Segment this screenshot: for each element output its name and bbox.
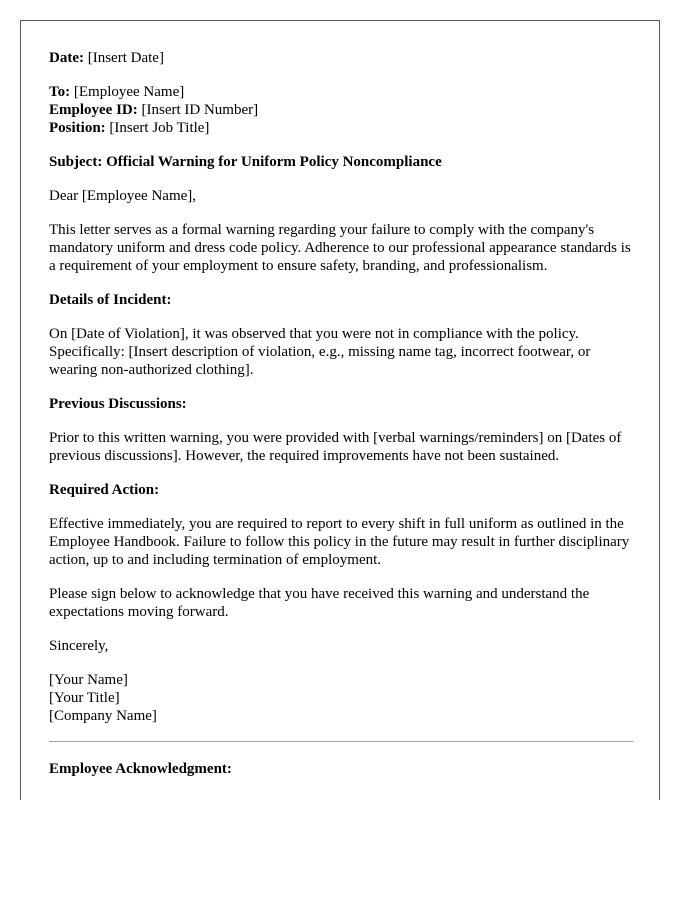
incident-heading: Details of Incident: <box>49 292 172 308</box>
letter-page <box>20 20 660 800</box>
previous-discussions-heading: Previous Discussions: <box>49 396 187 412</box>
closing: Sincerely, <box>49 638 109 654</box>
previous-discussions-paragraph: Prior to this written warning, you were provided with [verbal warnings/reminders] on [Dates of previous discussions]. However, the required improvements have not been sustained. <box>49 430 622 464</box>
letter-content <box>49 49 633 794</box>
divider <box>49 741 633 742</box>
intro-paragraph: This letter serves as a formal warning regarding your failure to comply with the company's mandatory uniform and dress code policy. Adherence to our professional appearance standards is a requirement of your employment to ensure safety, branding, and professionalism. <box>49 222 631 274</box>
employee-acknowledgment-heading: Employee Acknowledgment: <box>49 761 232 777</box>
signature-name: [Your Name] <box>49 672 128 688</box>
to-line <box>49 83 633 101</box>
required-action-heading: Required Action: <box>49 482 160 498</box>
position-value: [Insert Job Title] <box>109 120 210 136</box>
subject-line: Subject: Official Warning for Uniform Policy Noncompliance <box>49 154 442 170</box>
date-label: Date: <box>49 50 84 66</box>
employee-id-line <box>49 101 633 119</box>
employee-id-label: Employee ID: <box>49 102 138 118</box>
position-line <box>49 119 633 137</box>
signature-company: [Company Name] <box>49 708 157 724</box>
date-line <box>49 49 633 67</box>
salutation: Dear [Employee Name], <box>49 188 197 204</box>
to-label: To: <box>49 84 71 100</box>
required-action-paragraph: Effective immediately, you are required to report to every shift in full uniform as outlined in the Employee Handbook. Failure to follow this policy in the future may result in further disciplinary action, up to and including termination of employment. <box>49 516 630 568</box>
signature-title: [Your Title] <box>49 690 120 706</box>
to-value: [Employee Name] <box>73 84 185 100</box>
position-label: Position: <box>49 120 106 136</box>
incident-paragraph: On [Date of Violation], it was observed that you were not in compliance with the policy. Specifically: [Insert description of violation, e.g., missing name tag, incorrect footwear, or wearing non-authorized clothing]. <box>49 326 591 378</box>
acknowledge-paragraph: Please sign below to acknowledge that you have received this warning and understand the expectations moving forward. <box>49 586 590 620</box>
date-value: [Insert Date] <box>87 50 164 66</box>
employee-id-value: [Insert ID Number] <box>141 102 259 118</box>
